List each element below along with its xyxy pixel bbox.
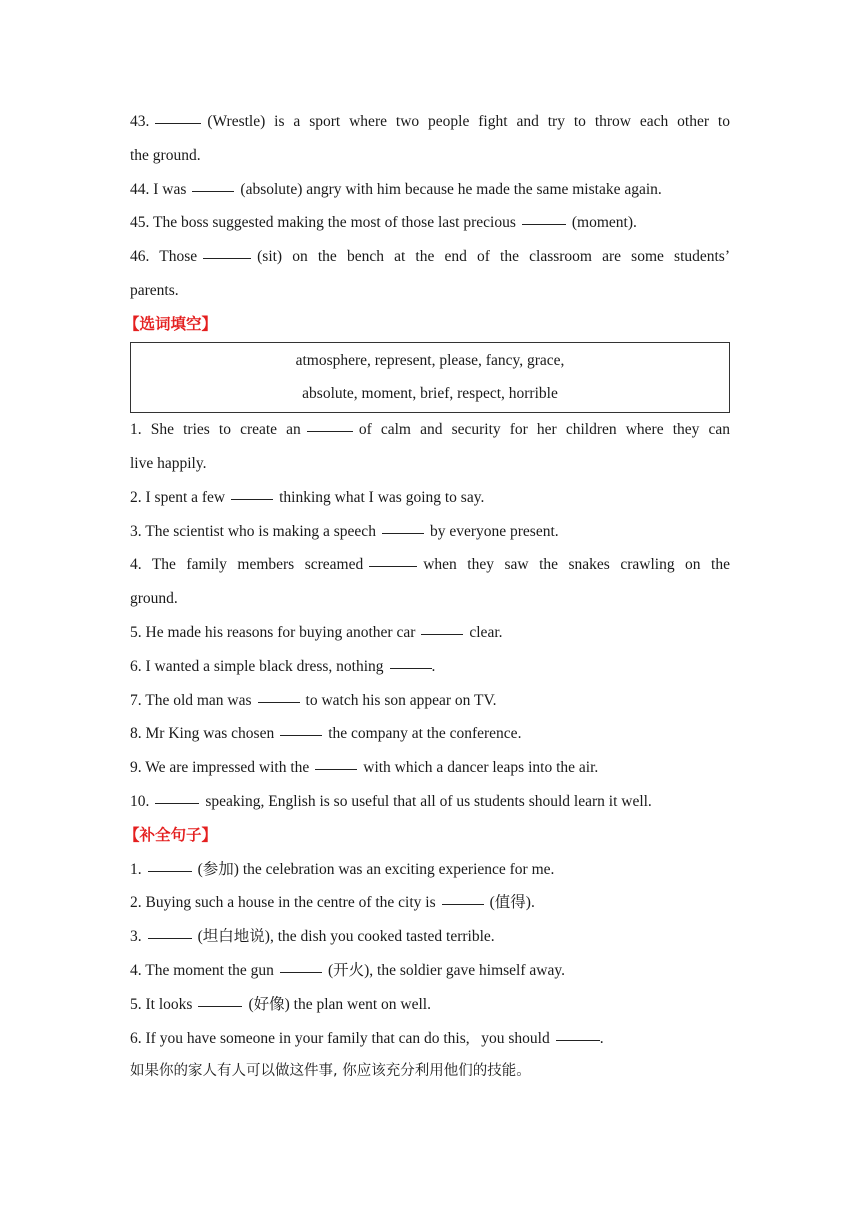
answer-blank[interactable]: [148, 922, 192, 939]
complete-question-4: 4. The moment the gun (开火), the soldier gave himself away.: [130, 954, 730, 988]
answer-blank[interactable]: [198, 989, 242, 1006]
choose-question-1-cont: live happily.: [130, 454, 207, 472]
question-46-cont: parents.: [130, 281, 179, 299]
answer-blank[interactable]: [390, 651, 432, 668]
answer-blank[interactable]: [442, 888, 484, 905]
worksheet-page: [124, 105, 731, 1087]
complete-question-3: 3. (坦白地说), the dish you cooked tasted terrible.: [130, 920, 730, 954]
choose-question-2: 2. I spent a few thinking what I was going to say.: [130, 481, 730, 515]
answer-blank[interactable]: [155, 107, 201, 124]
word-bank-line-1: atmosphere, represent, please, fancy, grace,: [295, 351, 565, 369]
word-bank-line-2: absolute, moment, brief, respect, horrible: [302, 385, 558, 403]
answer-blank[interactable]: [421, 618, 463, 635]
choose-question-6: 6. I wanted a simple black dress, nothing .: [130, 650, 730, 684]
answer-blank[interactable]: [522, 208, 566, 225]
answer-blank[interactable]: [280, 956, 322, 973]
answer-blank[interactable]: [369, 550, 417, 567]
answer-blank[interactable]: [192, 174, 234, 191]
choose-question-5: 5. He made his reasons for buying another car clear.: [130, 616, 730, 650]
answer-blank[interactable]: [307, 415, 353, 432]
complete-question-5: 5. It looks (好像) the plan went on well.: [130, 988, 730, 1022]
choose-question-10: 10. speaking, English is so useful that all of us students should learn it well.: [130, 785, 730, 819]
question-43: 43. (Wrestle) is a sport where two people fight and try to throw each other to: [130, 105, 730, 139]
choose-question-4: 4. The family members screamed when they saw the snakes crawling on the: [130, 548, 730, 582]
section-heading-choose-words: 【选词填空】: [124, 314, 218, 333]
answer-blank[interactable]: [315, 753, 357, 770]
question-43-cont: the ground.: [130, 146, 201, 164]
choose-question-4-cont: ground.: [130, 590, 178, 608]
answer-blank[interactable]: [556, 1023, 600, 1040]
choose-question-9: 9. We are impressed with the with which a dancer leaps into the air.: [130, 751, 730, 785]
answer-blank[interactable]: [203, 242, 251, 259]
question-45: 45. The boss suggested making the most of those last precious (moment).: [130, 206, 730, 240]
answer-blank[interactable]: [148, 854, 192, 871]
answer-blank[interactable]: [155, 787, 199, 804]
choose-question-3: 3. The scientist who is making a speech by everyone present.: [130, 515, 730, 549]
choose-question-7: 7. The old man was to watch his son appear on TV.: [130, 684, 730, 718]
complete-question-2: 2. Buying such a house in the centre of the city is (值得).: [130, 886, 730, 920]
choose-question-8: 8. Mr King was chosen the company at the conference.: [130, 717, 730, 751]
section-heading-complete-sentences: 【补全句子】: [124, 825, 218, 844]
word-bank-box: [130, 342, 730, 414]
complete-question-1: 1. (参加) the celebration was an exciting experience for me.: [130, 853, 730, 887]
answer-blank[interactable]: [258, 685, 300, 702]
answer-blank[interactable]: [280, 719, 322, 736]
complete-question-6-translation: 如果你的家人有人可以做这件事, 你应该充分利用他们的技能。: [130, 1063, 531, 1080]
answer-blank[interactable]: [382, 516, 424, 533]
answer-blank[interactable]: [231, 483, 273, 500]
complete-question-6: 6. If you have someone in your family that can do this, you should .: [130, 1022, 730, 1056]
choose-question-1: 1. She tries to create an of calm and security for her children where they can: [130, 413, 730, 447]
question-46: 46. Those (sit) on the bench at the end of the classroom are some students’: [130, 240, 730, 274]
question-44: 44. I was (absolute) angry with him because he made the same mistake again.: [130, 173, 730, 207]
